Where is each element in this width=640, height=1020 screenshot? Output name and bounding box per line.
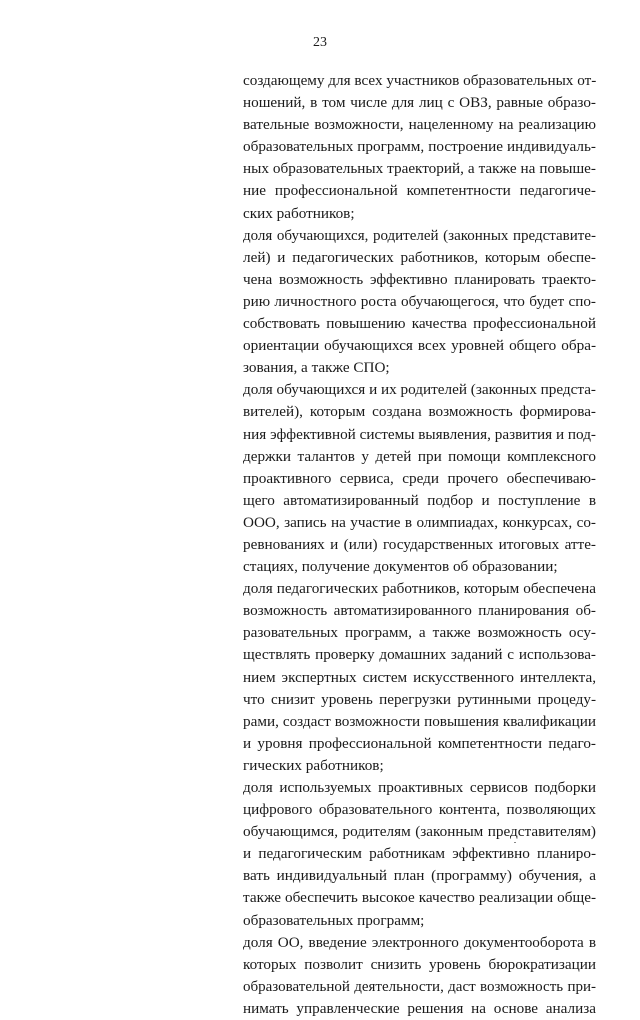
text-line: что снизит уровень перегрузки рутинными процеду- [243, 690, 596, 708]
text-line: ориентации обучающихся всех уровней общего обра- [243, 337, 596, 355]
text-line: образовательной деятельности, даст возможность при- [243, 978, 596, 995]
text-line: обучающимся, родителям (законным представителям) [243, 823, 596, 841]
text-line: ния эффективной системы выявления, развития и под- [243, 425, 596, 443]
text-line: ношений, в том числе для лиц с ОВЗ, равные образо- [243, 94, 596, 112]
text-line: образовательных программ; [243, 911, 425, 929]
text-line: доля обучающихся и их родителей (законных предста- [243, 381, 596, 399]
text-line: вательные возможности, нацеленному на реализацию [243, 116, 596, 134]
text-line: доля используемых проактивных сервисов подборки [243, 779, 596, 796]
text-line: и уровня профессиональной компетентности педаго- [243, 734, 596, 752]
text-line: ских работников; [243, 204, 355, 222]
text-line: ных образовательных траекторий, а также на повыше- [243, 160, 596, 178]
document-body [243, 70, 596, 1020]
text-line: доля обучающихся, родителей (законных представите- [243, 227, 596, 244]
text-line: ООО, запись на участие в олимпиадах, конкурсах, со- [243, 513, 596, 531]
page-number: 23 [313, 35, 327, 50]
text-line: лей) и педагогических работников, которым обеспе- [243, 248, 596, 266]
text-line: доля педагогических работников, которым обеспечена [243, 580, 596, 598]
text-line: стациях, получение документов об образовании; [243, 558, 558, 576]
text-line: создающему для всех участников образовательных от- [243, 72, 597, 89]
text-line: держки талантов у детей при помощи комплексного [243, 447, 596, 465]
text-line: вать индивидуальный план (программу) обучения, а [243, 867, 596, 885]
text-line: собствовать повышению качества профессиональной [243, 315, 596, 333]
text-line: вителей), которым создана возможность формирова- [243, 403, 596, 421]
text-line: нием экспертных систем искусственного интеллекта, [243, 668, 596, 686]
text-line: нимать управленческие решения на основе анализа [243, 999, 596, 1017]
text-line: чена возможность эффективно планировать траекто- [243, 270, 596, 288]
text-line: которых позволит снизить уровень бюрократизации [243, 955, 596, 973]
text-line: ществлять проверку домашних заданий с использова- [243, 646, 596, 664]
text-line: цифрового образовательного контента, позволяющих [243, 801, 596, 819]
text-line: также обеспечить высокое качество реализации обще- [243, 889, 596, 907]
scan-artifact [514, 842, 516, 843]
text-line: возможность автоматизированного планирования об- [243, 602, 596, 620]
text-line: ревнованиях и (или) государственных итоговых атте- [243, 535, 596, 553]
text-line: доля ОО, введение электронного документооборота в [243, 933, 596, 951]
text-line: зования, а также СПО; [243, 359, 390, 377]
text-line: разовательных программ, а также возможность осу- [243, 624, 596, 642]
text-line: и педагогическим работникам эффективно планиро- [243, 845, 596, 863]
text-line: ние профессиональной компетентности педагогиче- [243, 182, 596, 200]
text-line: щего автоматизированный подбор и поступление в [243, 491, 596, 509]
text-line: проактивного сервиса, среди прочего обеспечиваю- [243, 469, 596, 487]
text-line: гических работников; [243, 756, 384, 774]
text-line: рами, создаст возможности повышения квалификации [243, 712, 596, 730]
text-line: рию личностного роста обучающегося, что будет спо- [243, 292, 596, 310]
text-line: образовательных программ, построение индивидуаль- [243, 138, 596, 156]
